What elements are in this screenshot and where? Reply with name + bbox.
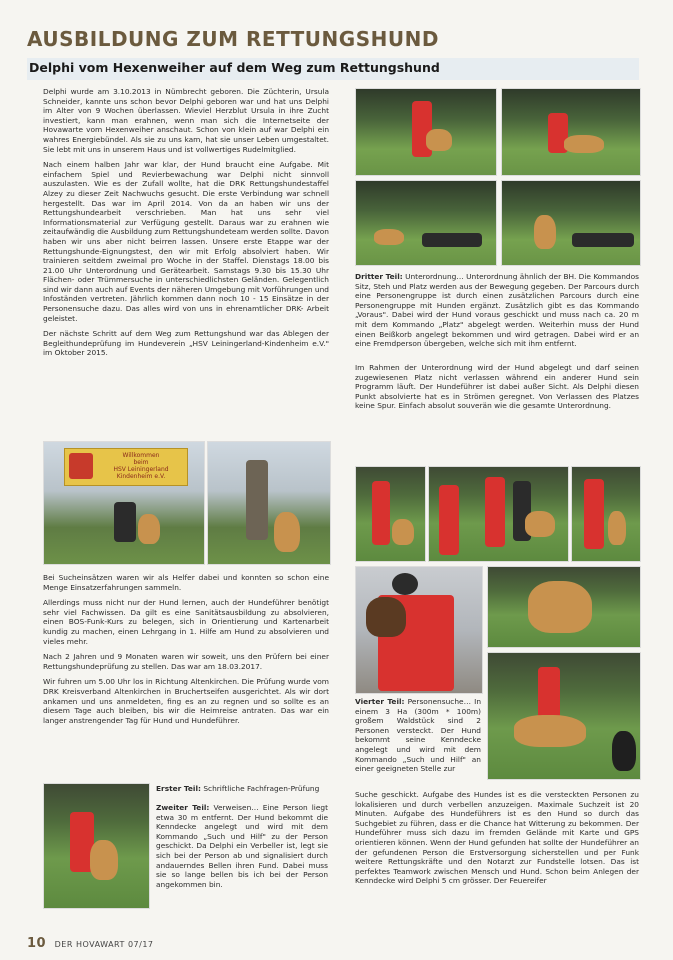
photo-handler-standing — [207, 441, 331, 565]
lying-person-figure — [572, 233, 634, 247]
paragraph-3: Der nächste Schritt auf dem Weg zum Rettungshund war das Ablegen der Begleithundeprüfung im Hundeverein „HSV Leiningerland-Kindenheim e.V." im Oktober 2015. — [43, 329, 329, 358]
vierter-teil-label: Vierter Teil: — [355, 697, 405, 706]
dritter-teil-text: Unterordnung… Unterordnung ähnlich der BH. Die Kommandos Sitz, Steh und Platz werden aus der Bewegung gegeben. Der Parcours durch eine Personengruppe ist durch einen zusätzlichen Parcours durch eine Personengruppe mit Hunden ergänzt. Zusätzlich gibt es das Kommando „Voraus". Dabei wird der Hund voraus geschickt und muss nach ca. 20 m mit dem Kommando „Platz" abgelegt werden. Weiterhin muss der Hund einen Beißkorb angelegt bekommen und wird getragen. Dabei wird er an eine Fremdperson übergeben, welche sich mit ihm entfernt. — [355, 272, 639, 349]
dog-figure — [274, 512, 300, 552]
page-number: 10 — [27, 936, 47, 951]
dog-figure — [608, 511, 626, 545]
photo-dritter-1 — [355, 88, 497, 176]
photo-group-2 — [428, 466, 569, 562]
section-title: AUSBILDUNG ZUM RETTUNGSHUND — [27, 27, 439, 51]
dog-figure — [366, 597, 406, 637]
dog-figure — [90, 840, 118, 880]
dog-figure — [514, 715, 586, 747]
right-paragraph-4: Suche geschickt. Aufgabe des Hundes ist es die versteckten Personen zu lokalisieren und durch verbellen anzuzeigen. Maximale Suchzeit ist 20 Minuten. Aufgabe des Hundeführers ist es den Hund so durch das Suchgebiet zu führen, dass er die Chance hat Witterung zu bekommen. Der Hundeführer muss sich dazu im fremden Gelände mit Karte und GPS orientieren können. Wenn der Hund gefunden hat sollte der Hundeführer an der gefundenen Person die Erstversorgung sicherstellen und per Funk weitere Rettungskräfte und den Notarzt zur Fundstelle lotsen. Das ist perfektes Teamwork zwischen Mensch und Hund. Schon beim Anlegen der Kenndecke wird Delphi 5 cm grösser. Der Feuereifer — [355, 790, 639, 886]
second-dog-figure — [612, 731, 636, 771]
dog-figure — [392, 519, 414, 545]
dritter-teil-label: Dritter Teil: — [355, 272, 403, 281]
paragraph-5: Allerdings muss nicht nur der Hund lernen, auch der Hundeführer benötigt sehr viel Fachwissen. Da gilt es eine Sanitätsausbildung zu absolvieren, einen BOS-Funk-Kurs zu belegen, sich in Orientierung und Kartenarbeit kundig zu machen, einen Lehrgang in 1. Hilfe am Hund zu absolvieren und vieles mehr. — [43, 598, 329, 646]
dog-figure — [426, 129, 452, 151]
sign-line-2: beim — [133, 459, 149, 466]
right-paragraph-2: Im Rahmen der Unterordnung wird der Hund abgelegt und darf seinen zugewiesenen Platz nicht verlassen während ein anderer Hund sein Programm läuft. Der Hundeführer ist dabei außer Sicht. Als Delphi diesen Punkt absolvierte hat es in Strömen geregnet. Von Verlassen des Platzes keine Spur. Einfach absolut souverän wie die gesamte Unterordnung. — [355, 363, 639, 411]
handler-figure — [485, 477, 505, 547]
photo-hsv-sign — [43, 441, 205, 565]
club-logo-icon — [69, 453, 93, 479]
photo-dritter-4 — [501, 180, 641, 266]
lying-person-figure — [422, 233, 482, 247]
erster-teil-label: Erster Teil: — [156, 784, 201, 793]
dog-figure — [525, 511, 555, 537]
vierter-teil-text: Personensuche… In einem 3 Ha (300m * 100m) großem Waldstück sind 2 Personen versteckt. Der Hund bekommt seine Kenndecke angelegt und wird mit dem Kommando „Such und Hilf" an einer geeigneten Stelle zur — [355, 697, 482, 774]
zweiter-teil-label: Zweiter Teil: — [156, 803, 210, 812]
photo-dog-lying — [487, 566, 641, 648]
photo-handler-kneeling — [43, 783, 150, 909]
paragraph-2: Nach einem halben Jahr war klar, der Hund braucht eine Aufgabe. Mit einfachem Spiel und Revierbewachung war Delphi nicht sinnvoll auszulasten. Wie es der Zufall wollte, hat die DRK Rettungshundestaffel Alzey zu dieser Zeit Nachwuchs gesucht. Die erste Verbindung war schnell hergestellt. Das war im April 2014. Von da an haben wir uns der Rettungshundearbeit verschrieben. Man hat uns sehr viel Informationsmaterial zur Verfügung gestellt. Daraus war zu erahnen wie zeitaufwändig die Ausbildung zum Rettungshundeteam werden sollte. Davon haben wir uns aber nicht beirren lassen. Unsere erste Etappe war der Rettungshunde-Eignungstest, den wir mit Erfolg absolviert haben. Wir trainieren seitdem zweimal pro Woche in der Staffel. Dienstags 18.00 bis 21.00 Uhr Unterordnung und Gerätearbeit. Samstags 9.30 bis 15.30 Uhr Flächen- oder Trümmersuche in unterschiedlichsten Geländen. Gelegentlich sind wir dann auch auf Events der näheren Umgebung mit Vorführungen und Infoständen vertreten. Jährlich kommen dann noch 10 - 15 Einsätze in der Personensuche dazu. Das alles wird von uns in ehrenamtlicher DRK- Arbeit geleistet. — [43, 160, 329, 323]
handler-figure — [246, 460, 268, 540]
handler-figure — [114, 502, 136, 542]
zweiter-teil — [156, 803, 328, 889]
sign-line-4: Kindenheim e.V. — [116, 473, 166, 480]
left-column-bottom — [43, 573, 329, 731]
paragraph-4: Bei Sucheinsätzen waren wir als Helfer dabei und konnten so schon eine Menge Einsatzerfahrungen sammeln. — [43, 573, 329, 592]
dog-figure — [374, 229, 404, 245]
article-subtitle: Delphi vom Hexenweiher auf dem Weg zum Rettungshund — [29, 60, 440, 75]
dog-figure — [534, 215, 556, 249]
photo-carrying-dog — [355, 566, 483, 694]
photo-handler-with-dogs — [487, 652, 641, 780]
paragraph-6: Nach 2 Jahren und 9 Monaten waren wir soweit, uns den Prüfern bei einer Rettungshundeprüfung zu stellen. Das war am 18.03.2017. — [43, 652, 329, 671]
paragraph-7: Wir fuhren um 5.00 Uhr los in Richtung Altenkirchen. Die Prüfung wurde vom DRK Kreisverband Altenkirchen in Bruchertseifen ausgerichtet. Als wir dort ankamen und uns anmeldeten, fing es an zu regnen und so sollte es an diesem Tage auch bleiben, bis wir die Heimreise antraten. Das war ein langer anstrengender Tag für Hund und Hundeführer. — [43, 677, 329, 725]
dog-figure — [564, 135, 604, 153]
dog-figure — [528, 581, 592, 633]
photo-dritter-3 — [355, 180, 497, 266]
photo-dritter-2 — [501, 88, 641, 176]
welcome-sign — [64, 448, 188, 486]
handler-figure — [584, 479, 604, 549]
sign-line-3: HSV Leiningerland — [113, 466, 169, 473]
left-column-top — [43, 87, 329, 364]
erster-teil-text: Schriftliche Fachfragen-Prüfung — [203, 784, 320, 793]
handler-figure — [439, 485, 459, 555]
magazine-name: DER HOVAWART 07/17 — [54, 940, 154, 949]
dog-figure — [138, 514, 160, 544]
page-footer — [27, 936, 154, 951]
photo-group-1 — [355, 466, 426, 562]
photo-group-3 — [571, 466, 641, 562]
sign-line-1: Willkommen — [122, 452, 160, 459]
dritter-teil — [355, 272, 639, 349]
zweiter-teil-text: Verweisen… Eine Person liegt etwa 30 m entfernt. Der Hund bekommt die Kenndecke angelegt und wird mit dem Kommando „Such und Hilf" zu der Person geschickt. Da Delphi ein Verbeller ist, legt sie sich bei der Person ab und signalisiert durch andauerndes Bellen ihren Fund. Dabei muss sie so lange bellen bis ich bei der Person angekommen bin. — [156, 803, 329, 889]
handler-head — [392, 573, 418, 595]
handler-figure — [372, 481, 390, 545]
paragraph-1: Delphi wurde am 3.10.2013 in Nümbrecht geboren. Die Züchterin, Ursula Schneider, kannte uns schon bevor Delphi geboren war und hat uns Delphi im Alter von 9 Wochen überlassen. Wieviel Herzblut Ursula in ihre Zucht investiert, kann man erahnen, wenn man sich die Internetseite der Hovawarte vom Hexenweiher anschaut. Schon von klein auf war Delphi ein wahres Energiebündel. Als sie zu uns kam, hat sie unser Leben umgestaltet. Sie lebt mit uns in unserem Haus und ist vollwertiges Rudelmitglied. — [43, 87, 329, 154]
erster-teil — [156, 784, 328, 794]
vierter-teil — [355, 697, 481, 774]
